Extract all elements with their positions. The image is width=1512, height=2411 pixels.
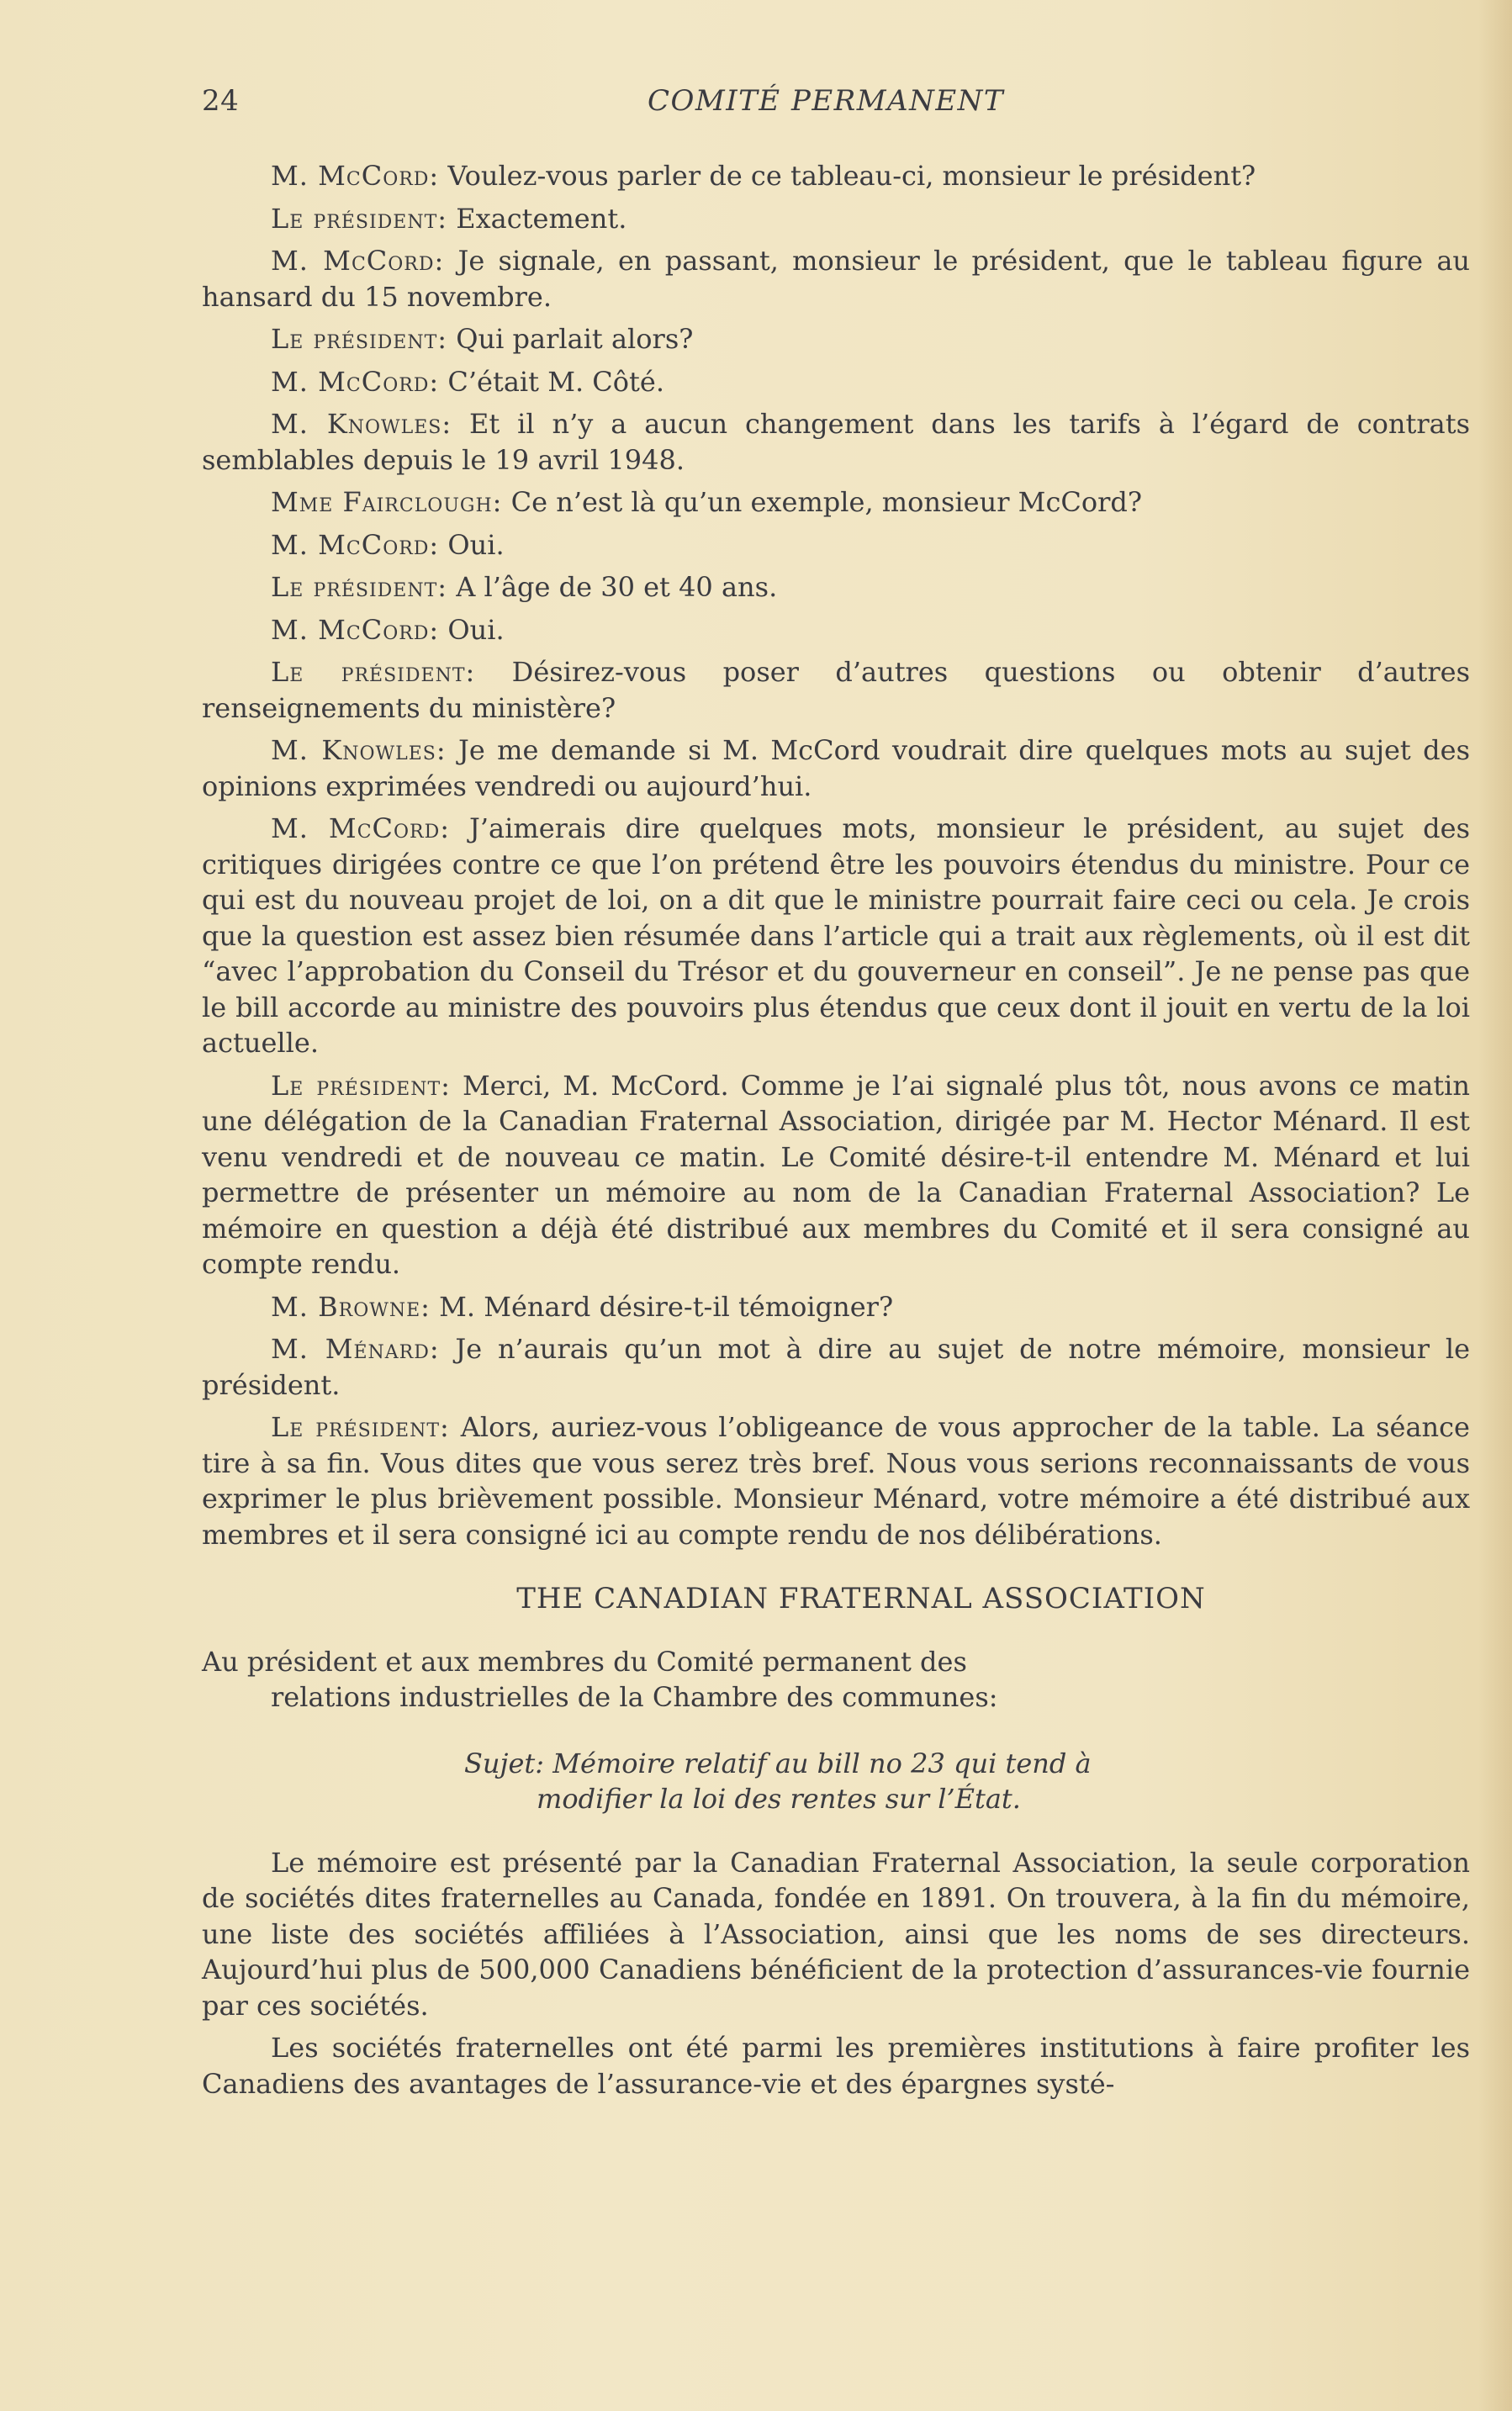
- speech-text: C’était M. Côté.: [439, 365, 665, 398]
- speaker-name: M. McCord:: [271, 613, 440, 646]
- speech-text: Oui.: [439, 528, 505, 561]
- speech-text: J’aimerais dire quelques mots, monsieur le président, au sujet des critiques dirigées contre ce que l’on prétend être les pouvoirs étendus du ministre. Pour ce qui est du nouveau projet de loi, on a dit que le ministre pourrait faire ceci ou cela. Je crois que la question est assez bien résumée dans l’article qui a trait aux règlements, où il est dit “avec l’approbation du Conseil du Trésor et du gouverneur en conseil”. Je ne pense pas que le bill accorde au ministre des pouvoirs plus étendus que ceux dont il jouit en vertu de la loi actuelle.: [202, 812, 1471, 1059]
- speaker-name: Le président:: [271, 1411, 450, 1443]
- speech-text: Qui parlait alors?: [447, 323, 694, 355]
- speaker-name: M. McCord:: [271, 812, 451, 844]
- body-paragraph: Les sociétés fraternelles ont été parmi les premières institutions à faire profiter les Canadiens des avantages de l’assurance-vie et des épargnes systé-: [202, 2032, 1470, 2100]
- speech-text: Alors, auriez-vous l’obligeance de vous approcher de la table. La séance tire à sa fin. Vous dites que vous serez très bref. Nous vous serions reconnaissants de vous exprimer le plus brièvement possible. Monsieur Ménard, votre mémoire a été distribué aux membres et il sera consigné ici au compte rendu de nos délibérations.: [202, 1411, 1470, 1551]
- speech-text: Désirez-vous poser d’autres questions ou obtenir d’autres renseignements du ministère?: [202, 656, 1470, 724]
- dialogue-paragraph: [202, 1409, 1470, 1552]
- dialogue-paragraph: [202, 1068, 1470, 1282]
- dialogue-paragraph: [202, 243, 1470, 315]
- speech-text: Oui.: [439, 613, 505, 646]
- speaker-name: Le président:: [271, 202, 448, 235]
- running-head: COMITÉ PERMANENT: [648, 84, 1005, 118]
- address-line-2: relations industrielles de la Chambre des communes:: [271, 1681, 998, 1713]
- speech-text: A l’âge de 30 et 40 ans.: [447, 571, 778, 603]
- subject-block: [202, 1746, 1470, 1816]
- speaker-name: Mme Fairclough:: [271, 486, 503, 518]
- dialogue-paragraph: [202, 364, 1470, 400]
- speaker-name: M. Ménard:: [271, 1333, 440, 1365]
- speech-text: Je n’aurais qu’un mot à dire au sujet de notre mémoire, monsieur le président.: [202, 1333, 1471, 1401]
- body-paragraph: Le mémoire est présenté par la Canadian Fraternal Association, la seule corporation de sociétés dites fraternelles au Canada, fondée en 1891. On trouvera, à la fin du mémoire, une liste des sociétés affiliées à l’Association, ainsi que les noms de ses directeurs. Aujourd’hui plus de 500,000 Canadiens bénéficient de la protection d’assurances-vie fournie par ces sociétés.: [202, 1846, 1470, 2022]
- address-line-1: Au président et aux membres du Comité permanent des: [202, 1645, 967, 1678]
- speech-text: Je me demande si M. McCord voudrait dire quelques mots au sujet des opinions exprimées vendredi ou aujourd’hui.: [202, 734, 1470, 802]
- speech-text: Je signale, en passant, monsieur le président, que le tableau figure au hansard du 15 novembre.: [202, 245, 1471, 313]
- speaker-name: M. Knowles:: [271, 734, 447, 766]
- dialogue-paragraph: [202, 654, 1470, 726]
- subject-line-1: Sujet: Mémoire relatif au bill no 23 qui tend à: [464, 1747, 1092, 1779]
- speaker-name: M. McCord:: [271, 528, 440, 561]
- speech-text: Exactement.: [447, 202, 627, 235]
- speaker-name: Le président:: [271, 1069, 451, 1102]
- memo-body: [202, 1845, 1470, 2102]
- speaker-name: M. Browne:: [271, 1290, 431, 1323]
- dialogue-section: [202, 158, 1470, 1552]
- dialogue-paragraph: [202, 612, 1470, 648]
- dialogue-paragraph: [202, 569, 1470, 605]
- page-number: 24: [202, 84, 240, 118]
- dialogue-paragraph: [202, 484, 1470, 521]
- address-block: [202, 1644, 1470, 1716]
- speech-text: Merci, M. McCord. Comme je l’ai signalé plus tôt, nous avons ce matin une délégation de la Canadian Fraternal Association, dirigée par M. Hector Ménard. Il est venu vendredi et de nouveau ce matin. Le Comité désire-t-il entendre M. Ménard et lui permettre de présenter un mémoire au nom de la Canadian Fraternal Association? Le mémoire en question a déjà été distribué aux membres du Comité et il sera consigné au compte rendu.: [202, 1069, 1470, 1280]
- dialogue-paragraph: [202, 201, 1470, 237]
- dialogue-paragraph: [202, 527, 1470, 563]
- speech-text: Voulez-vous parler de ce tableau-ci, monsieur le président?: [439, 160, 1256, 192]
- speech-text: M. Ménard désire-t-il témoigner?: [430, 1290, 894, 1323]
- speaker-name: M. McCord:: [271, 245, 445, 277]
- subject-line-2: modifier la loi des rentes sur l’État.: [537, 1782, 1021, 1815]
- dialogue-paragraph: [202, 1331, 1470, 1403]
- speech-text: Et il n’y a aucun changement dans les tarifs à l’égard de contrats semblables depuis le 19 avril 1948.: [202, 408, 1470, 476]
- dialogue-paragraph: [202, 158, 1470, 194]
- section-heading: THE CANADIAN FRATERNAL ASSOCIATION: [516, 1582, 1206, 1615]
- speaker-name: Le président:: [271, 571, 448, 603]
- speaker-name: Le président:: [271, 656, 476, 688]
- page-header: [202, 84, 1512, 126]
- speaker-name: M. McCord:: [271, 365, 440, 398]
- dialogue-paragraph: [202, 1289, 1470, 1325]
- speech-text: Ce n’est là qu’un exemple, monsieur McCord?: [502, 486, 1143, 518]
- speaker-name: M. McCord:: [271, 160, 440, 192]
- dialogue-paragraph: [202, 732, 1470, 804]
- page-content: [202, 158, 1470, 2108]
- speaker-name: Le président:: [271, 323, 448, 355]
- dialogue-paragraph: [202, 321, 1470, 357]
- dialogue-paragraph: [202, 811, 1470, 1061]
- dialogue-paragraph: [202, 406, 1470, 478]
- speaker-name: M. Knowles:: [271, 408, 452, 440]
